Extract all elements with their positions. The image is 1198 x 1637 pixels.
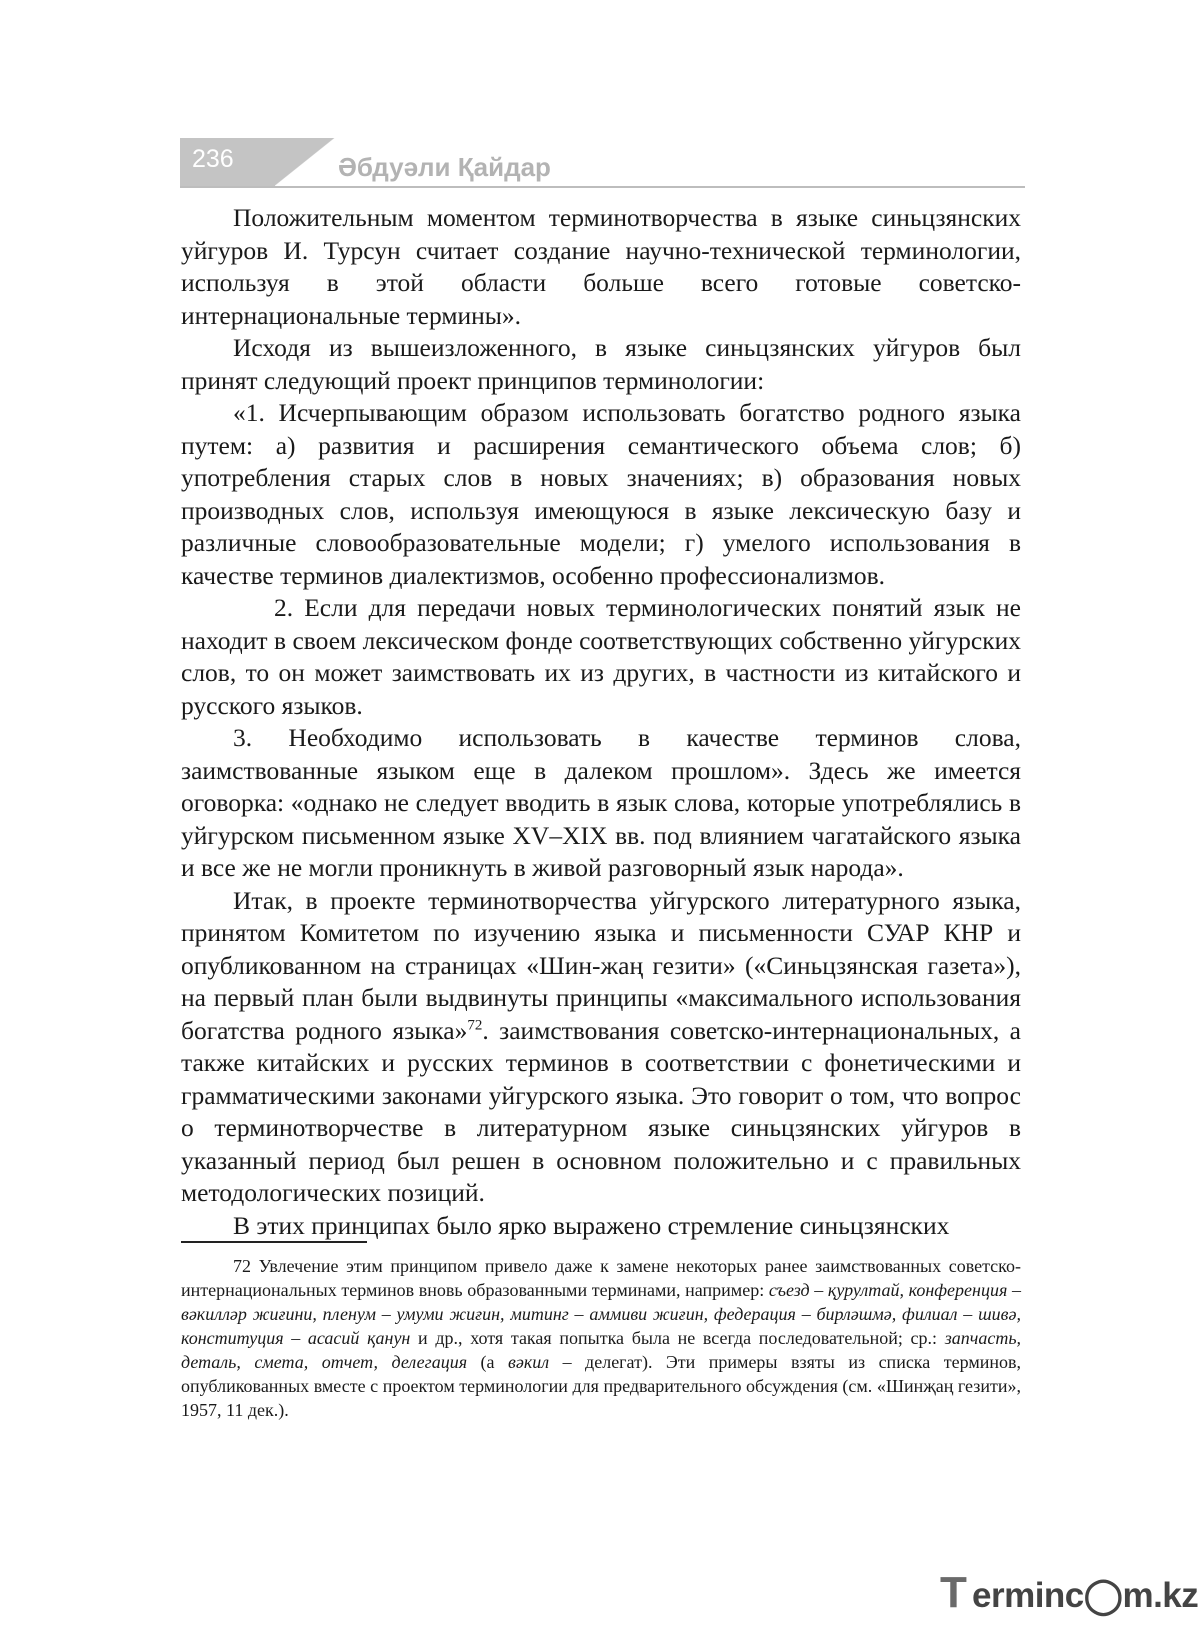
paragraph: 3. Необходимо использовать в качестве терминов слова, заимствованные языком еще в далеком прошлом». Здесь же имеется оговорка: «однако не следует вводить в язык слова, которые употреблялись в уйгурском письменном языке XV–XIX вв. под влиянием чагатайского языка и все же не могли проникнуть в живой разговорный язык народа». bbox=[181, 723, 1021, 882]
body-text bbox=[181, 202, 1021, 1242]
page-number-box bbox=[180, 138, 275, 186]
paragraph-text: . заимствования советско-интернациональных, а также китайских и русских терминов в соответствии с фонетическими и грамматическими законами уйгурского языка. Это говорит о том, что вопрос о терминотворчестве в литературном языке синьцзянских уйгуров в указанный период был решен в основном положительно и с правильных методологических позиций. bbox=[181, 1015, 1021, 1207]
footnote-segment: – делегат). Эти примеры взяты из списка терминов, опубликованных вместе с проектом терминологии для предварительного обсуждения (см. «Шинҗаң гезити», 1957, 11 дек.). bbox=[181, 1352, 1021, 1420]
page-number: 236 bbox=[192, 145, 234, 173]
watermark-text: erminc◯m.kz bbox=[972, 1576, 1198, 1615]
footnote-text bbox=[181, 1254, 1021, 1422]
paragraph: Положительным моментом терминотворчества в языке синьцзянских уйгуров И. Турсун считает создание научно-технической терминологии, используя в этой области больше всего готовые советско-интернациональные термины». bbox=[181, 203, 1021, 330]
footnote-segment: (а bbox=[467, 1352, 509, 1372]
running-header bbox=[180, 138, 1025, 190]
footnote-segment: и др., хотя такая попытка была не всегда последовательной; ср.: bbox=[410, 1328, 945, 1348]
paragraph: В этих принципах было ярко выражено стремление синьцзянских bbox=[233, 1210, 950, 1240]
paragraph: Исходя из вышеизложенного, в языке синьцзянских уйгуров был принят следующий проект принципов терминологии: bbox=[181, 333, 1021, 395]
author-name: Әбдуәли Қайдар bbox=[338, 152, 551, 182]
footnote-ref: 72 bbox=[467, 1017, 483, 1033]
paragraph bbox=[181, 885, 1021, 1210]
paragraph-text: Итак, в проекте терминотворчества уйгурского литературного языка, принятом Комитетом по изучению языка и письменности СУАР КНР и опубликованном на страницах «Шин-жаң гезити» («Синьцзянская газета»), на первый план были выдвинуты принципы «максимального использования богатства родного языка» bbox=[181, 885, 1021, 1045]
footnote-segment: 72 Увлечение этим принципом привело даже к замене некоторых ранее заимствованных советско-интернациональных терминов вновь образованными терминами, например: bbox=[181, 1256, 1021, 1300]
footnote-italic: вәкил bbox=[508, 1352, 550, 1372]
footnote-italic: съезд – қурултай, конференция – вәкилләр жиғини, пленум – умуми жиғин, митинг – аммиви жиғин, федерация – бирләшмә, филиал – шивә, конституция – асасий қанун bbox=[181, 1280, 1021, 1348]
paragraph: 2. Если для передачи новых терминологических понятий язык не находит в своем лексическом фонде соответствующих собственно уйгурских слов, то он может заимствовать их из других, в частности из китайского и русского языков. bbox=[181, 593, 1021, 720]
footnote-rule bbox=[181, 1241, 367, 1243]
watermark-logo bbox=[940, 1568, 1198, 1617]
header-wedge bbox=[275, 138, 335, 186]
header-rule bbox=[180, 186, 1025, 188]
footnote bbox=[181, 1254, 1021, 1422]
paragraph: «1. Исчерпывающим образом использовать богатство родного языка путем: а) развития и расширения семантического объема слов; б) употребления старых слов в новых значениях; в) образования новых производных слов, используя имеющуюся в языке лексическую базу и различные словообразовательные модели; г) умелого использования в качестве терминов диалектизмов, особенно профессионализмов. bbox=[181, 398, 1021, 590]
footnote-italic: запчасть, деталь, смета, отчет, делегация bbox=[181, 1328, 1022, 1372]
watermark-initial: T bbox=[940, 1568, 967, 1617]
